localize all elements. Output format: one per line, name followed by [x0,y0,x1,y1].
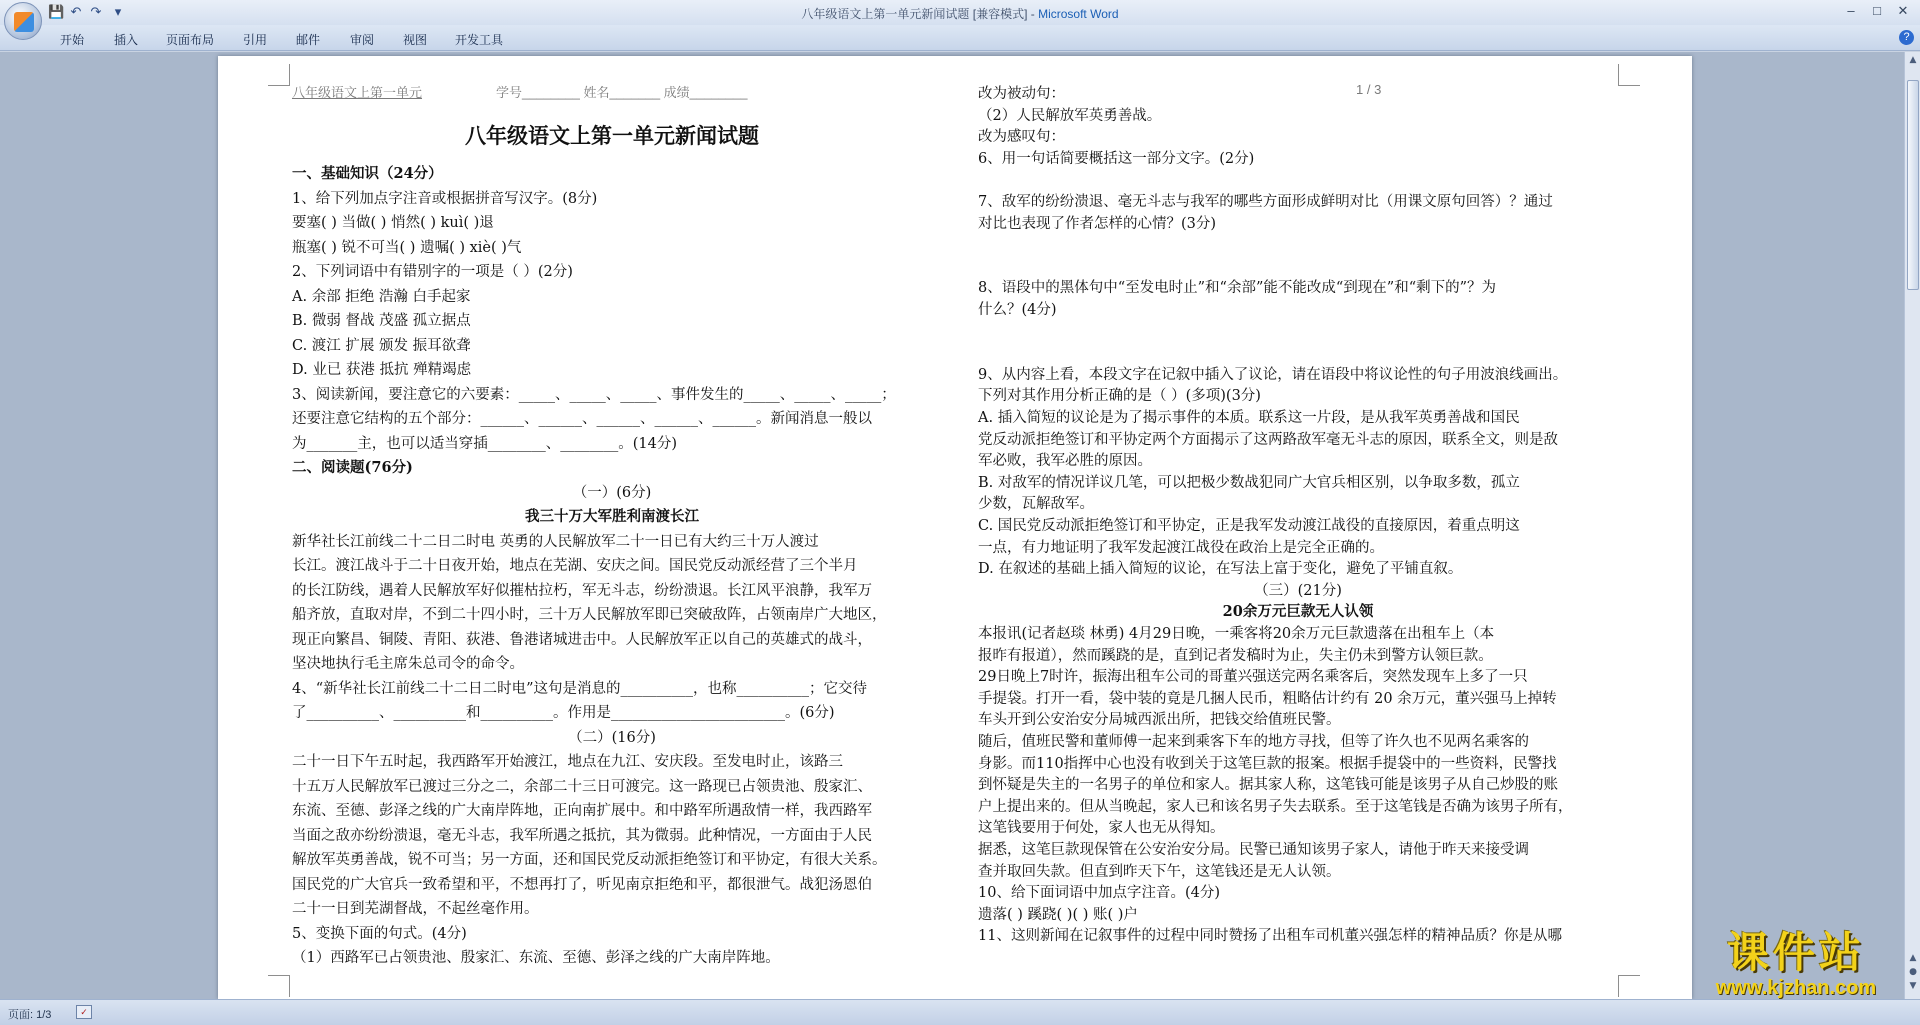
next-page-icon[interactable]: ▼ [1909,981,1917,991]
doc-line: 报昨有报道），然而蹊跷的是，直到记者发稿时为止，失主仍未到警方认领巨款。 [978,647,1493,664]
document-area [0,52,1904,999]
scroll-thumb[interactable] [1907,80,1919,290]
doc-line: B. 对敌军的情况详议几笔，可以把极少数战犯同广大官兵相区别，以争取多数，孤立 [978,474,1520,491]
doc-line: 手提袋。打开一看，袋中装的竟是几捆人民币，粗略估计约有 20 余万元，董兴强马上掉转 [978,690,1557,707]
office-button[interactable] [4,2,42,40]
help-icon[interactable]: ? [1899,30,1914,45]
doc-line: 身影。而110指挥中心也没有收到关于这笔巨款的报案。根据手提袋中的一些资料，民警找 [978,755,1557,772]
save-icon[interactable]: 💾 [48,4,65,19]
doc-line: 2、下列词语中有错别字的一项是（ ）(2分) [292,264,573,280]
doc-line: 的长江防线，遇着人民解放军好似摧枯拉朽，军无斗志，纷纷溃退。长江风平浪静，我军万 [292,582,872,599]
doc-line: C. 渡江 扩展 颁发 振耳欲聋 [292,337,471,354]
doc-line: A. 余部 拒绝 浩瀚 白手起家 [292,288,471,305]
doc-line: 二十一日到芜湖督战，不起丝毫作用。 [292,901,539,917]
scroll-up-icon[interactable]: ▲ [1909,55,1917,65]
doc-line: 户上提出来的。但从当晚起，家人已和该名男子失去联系。至于这笔钱是否确为该男子所有， [978,798,1573,815]
doc-line: 3、阅读新闻，要注意它的六要素：_____、_____、_____、事件发生的_____、_____、_____； [292,386,896,403]
doc-line: D. 在叙述的基础上插入简短的议论，在写法上富于变化，避免了平铺直叙。 [978,561,1463,578]
close-button[interactable]: ✕ [1897,3,1909,18]
watermark-url: www.kjzhan.com [1715,977,1877,999]
doc-line: A. 插入简短的议论是为了揭示事件的本质。联系这一片段，是从我军英勇善战和国民 [978,410,1520,426]
doc-line: 坚决地执行毛主席朱总司令的命令。 [292,656,524,672]
tab-review[interactable]: 审阅 [350,33,375,47]
doc-line: 还要注意它结构的五个部分：______、______、______、______、______。新闻消息一般以 [292,411,872,427]
doc-line: 长江。渡江战斗于二十日夜开始，地点在芜湖、安庆之间。国民党反动派经营了三个半月 [292,558,858,574]
title-bar [0,0,1920,25]
window-title [0,5,1920,22]
doc-line: （1）西路军已占领贵池、殷家汇、东流、至德、彭泽之线的广大南岸阵地。 [292,950,780,966]
doc-line: 十五万人民解放军已渡过三分之二，余部二十三日可渡完。这一路现已占领贵池、殷家汇、 [292,778,872,795]
doc-line: 车头开到公安治安分局城西派出所，把钱交给值班民警。 [978,712,1341,729]
doc-line: 到怀疑是失主的一名男子的单位和家人。据其家人称，这笔钱可能是该男子从自己炒股的账 [978,777,1558,794]
doc-line: 查并取回失款。但直到昨天下午，这笔钱还是无人认领。 [978,863,1341,880]
doc-line: （二）(16分) [568,729,656,746]
office-logo-icon [14,12,34,32]
redo-icon[interactable]: ↷ [90,4,102,19]
doc-line: 新华社长江前线二十二日二时电 英勇的人民解放军二十一日已有大约三十万人渡过 [292,533,819,550]
customize-toolbar-icon[interactable]: ▾ [114,4,122,19]
crop-mark [268,975,290,997]
doc-line: 一、基础知识（24分） [292,165,443,182]
doc-line: 对比也表现了作者怎样的心情？(3分) [978,215,1217,232]
crop-mark [1618,64,1640,86]
document-page[interactable] [218,56,1692,999]
doc-line: 9、从内容上看，本段文字在记叙中插入了议论，请在语段中将议论性的句子用波浪线画出。 [978,366,1568,383]
doc-line: 二、阅读题(76分) [292,459,413,476]
doc-line: 1、给下列加点字注音或根据拼音写汉字。(8分) [292,190,598,207]
proofing-icon[interactable]: ✓ [76,1005,92,1019]
crop-mark [1618,975,1640,997]
doc-line: 20余万元巨款无人认领 [1222,603,1374,621]
page-number: 1 / 3 [1356,82,1382,97]
doc-line: 现正向繁昌、铜陵、青阳、荻港、鲁港诸城进击中。人民解放军正以自己的英雄式的战斗， [292,631,872,648]
left-column [292,56,932,999]
doc-line: 6、用一句话简要概括这一部分文字。(2分) [978,150,1255,167]
doc-line: 改为感叹句： [978,129,1065,146]
tab-page-layout[interactable]: 页面布局 [166,33,215,47]
doc-line: B. 微弱 督战 茂盛 孤立据点 [292,313,471,329]
doc-line: 少数，瓦解敌军。 [978,496,1094,513]
tab-insert[interactable]: 插入 [114,33,139,47]
doc-line: 解放军英勇善战，锐不可当；另一方面，还和国民党反动派拒绝签订和平协定，有很大关系。 [292,852,887,868]
doc-line: 要塞( ) 当做( ) 悄然( ) kuì( )退 [292,215,494,231]
tab-home[interactable]: 开始 [60,33,85,47]
doc-line: （三）(21分) [1254,582,1342,599]
prev-page-icon[interactable]: ▲ [1909,953,1917,963]
doc-line: 改为被动句： [978,86,1065,102]
tab-references[interactable]: 引用 [243,33,268,47]
doc-line: 11、这则新闻在记叙事件的过程中同时赞扬了出租车司机董兴强怎样的精神品质？你是从哪 [978,928,1562,945]
doc-line: 4、“新华社长江前线二十二日二时电”这句是消息的__________，也称__________；它交待 [292,680,868,697]
tab-mailings[interactable]: 邮件 [296,33,321,47]
ribbon-tabs [0,25,1920,51]
maximize-button[interactable]: □ [1873,3,1881,18]
doc-line: 随后，值班民警和董师傅一起来到乘客下车的地方寻找，但等了许久也不见两名乘客的 [978,734,1529,750]
doc-line: 遗落( ) 蹊跷( )( ) 账( )户 [978,906,1138,923]
doc-line: D. 业已 获港 抵抗 殚精竭虑 [292,362,472,378]
doc-line: 本报讯(记者赵琰 林勇) 4月29日晚，一乘客将20余万元巨款遗落在出租车上（本 [978,626,1495,642]
header-fields: 学号________ 姓名_______ 成绩________ [496,85,748,100]
doc-line: 船齐放，直取对岸，不到二十四小时，三十万人民解放军即已突破敌阵，占领南岸广大地区， [292,607,887,623]
doc-line: 8、语段中的黑体句中“至发电时止”和“余部”能不能改成“到现在”和“剩下的”？为 [978,280,1497,297]
doc-line: 东流、至德、彭泽之线的广大南岸阵地，正向南扩展中。和中路军所遇敌情一样，我西路军 [292,803,872,819]
doc-line: 据悉，这笔巨款现保管在公安治安分局。民警已通知该男子家人，请他于昨天来接受调 [978,842,1529,858]
minimize-button[interactable]: – [1847,3,1855,18]
select-browse-icon[interactable]: ● [1909,967,1917,977]
page-indicator[interactable]: 页面: 1/3 [8,1009,52,1021]
doc-line: （一）(6分) [572,484,652,501]
undo-icon[interactable]: ↶ [70,4,82,19]
doc-line: 这笔钱要用于何处，家人也无从得知。 [978,820,1225,837]
watermark-logo [1686,928,1906,998]
doc-line: 一点，有力地证明了我军发起渡江战役在政治上是完全正确的。 [978,539,1384,556]
right-column [978,56,1618,999]
watermark-title: 课件站 [1726,928,1865,977]
doc-line: 下列对其作用分析正确的是（ ）(多项)(3分) [978,388,1261,405]
doc-line: 党反动派拒绝签订和平协定两个方面揭示了这两路敌军毫无斗志的原因，联系全文，则是敌 [978,431,1558,448]
doc-line: 10、给下面词语中加点字注音。(4分) [978,885,1220,902]
app-name: Microsoft Word [1038,7,1119,21]
doc-title: 八年级语文上第一单元新闻试题 [465,123,759,148]
doc-line: （2）人民解放军英勇善战。 [978,107,1162,124]
doc-line: 二十一日下午五时起，我西路军开始渡江，地点在九江、安庆段。至发电时止，该路三 [292,754,843,770]
doc-line: 什么？(4分) [978,302,1057,318]
doc-line: 7、敌军的纷纷溃退、毫无斗志与我军的哪些方面形成鲜明对比（用课文原句回答）？通过 [978,194,1553,210]
doc-line: 为_______主，也可以适当穿插________、________。(14分) [292,435,678,452]
header-left: 八年级语文上第一单元 [292,85,423,100]
document-title: 八年级语文上第一单元新闻试题 [兼容模式] - [801,7,1039,21]
doc-line: 瓶塞( ) 锐不可当( ) 遗嘱( ) xiè( )气 [292,239,522,256]
doc-line: 了__________、__________和__________。作用是________________________。(6分) [292,705,835,721]
tab-view[interactable]: 视图 [403,33,428,47]
doc-line: 5、变换下面的句式。(4分) [292,925,467,942]
vertical-scrollbar[interactable] [1904,52,1920,999]
status-bar [0,999,1920,1025]
doc-line: 军必败，我军必胜的原因。 [978,453,1152,470]
doc-line: 国民党的广大官兵一致希望和平，不想再打了，听见南京拒绝和平，都很泄气。战犯汤恩伯 [292,876,872,893]
tab-developer[interactable]: 开发工具 [455,33,504,47]
doc-line: 我三十万大军胜利南渡长江 [525,508,699,525]
doc-line: 29日晚上7时许，振海出租车公司的哥董兴强送完两名乘客后，突然发现车上多了一只 [978,669,1528,686]
doc-line: 当面之敌亦纷纷溃退，毫无斗志，我军所遇之抵抗，其为微弱。此种情况，一方面由于人民 [292,827,872,844]
crop-mark [268,64,290,86]
doc-line: C. 国民党反动派拒绝签订和平协定，正是我军发动渡江战役的直接原因，着重点明这 [978,518,1520,534]
